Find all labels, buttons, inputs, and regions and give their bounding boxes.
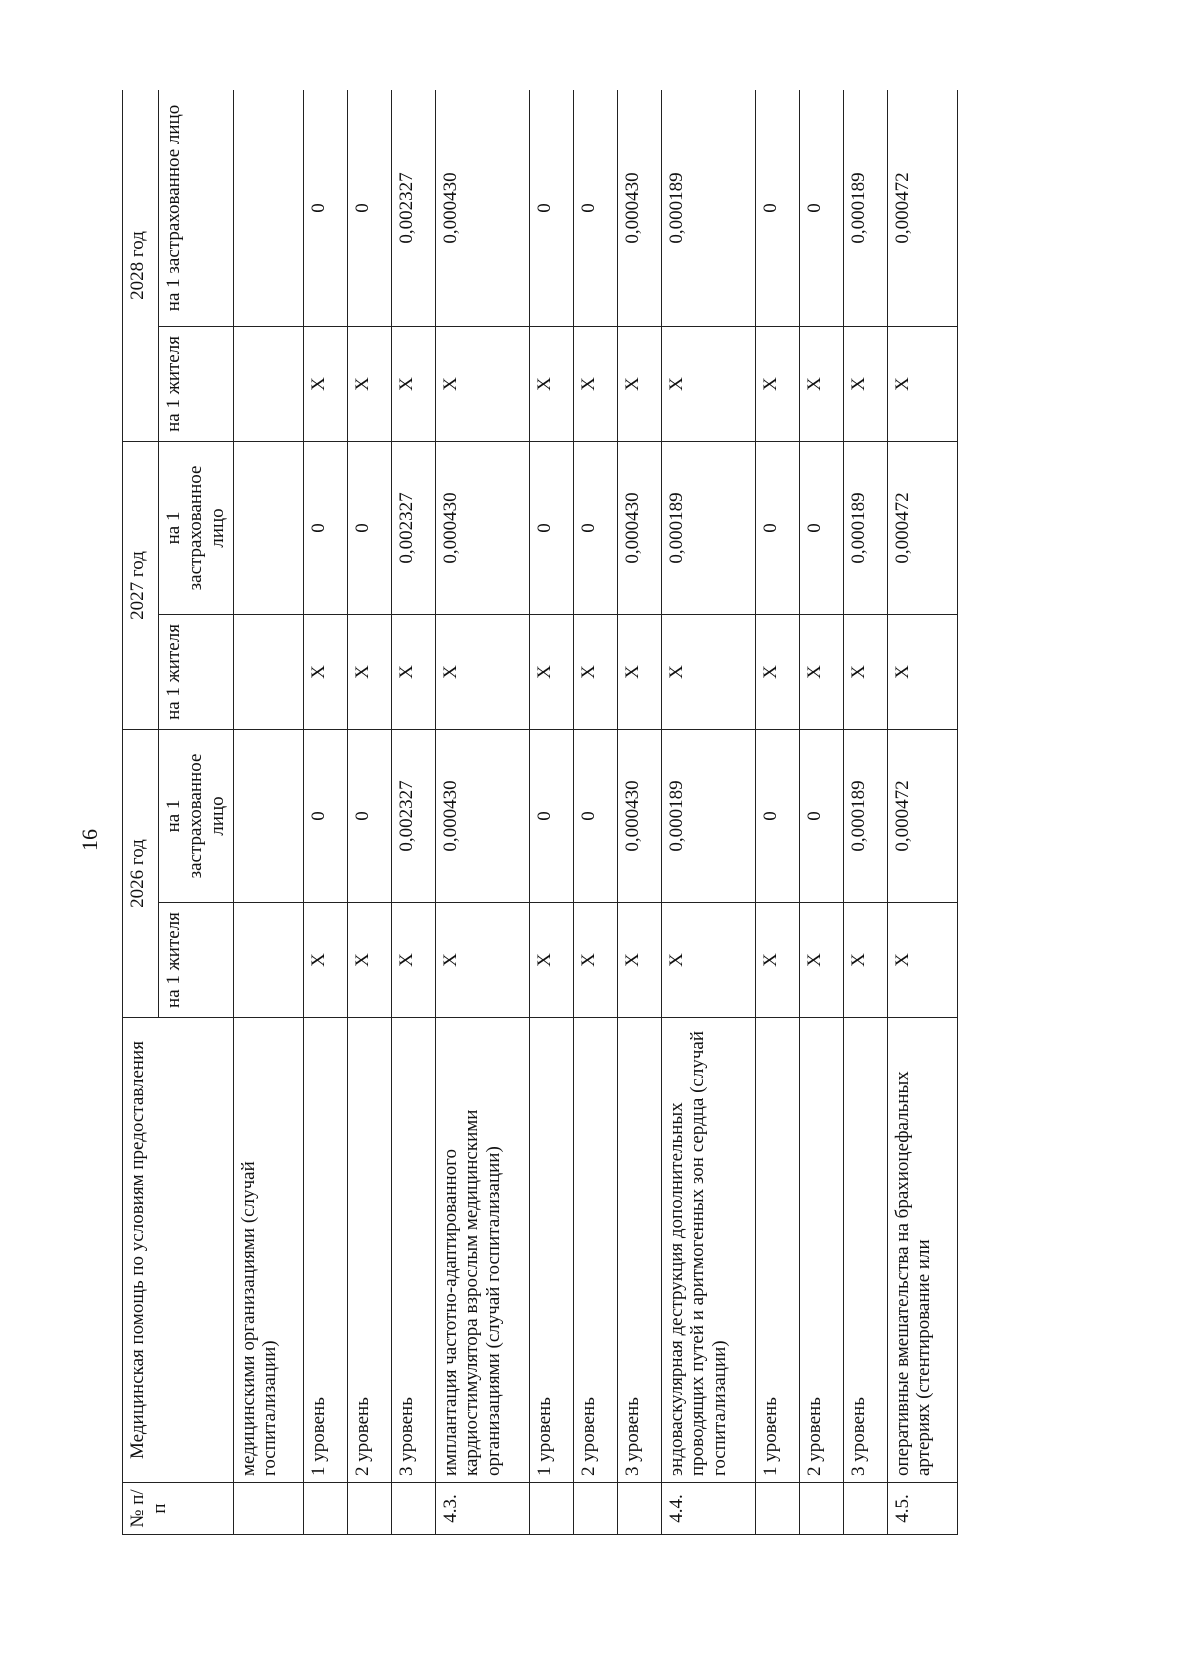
- row-name: 2 уровень: [573, 1018, 617, 1483]
- value-per-resident: X: [303, 903, 347, 1018]
- value-per-insured: 0,000189: [843, 441, 887, 614]
- row-number: [529, 1483, 573, 1535]
- table-row: [529, 90, 573, 1535]
- value-per-resident: X: [843, 326, 887, 441]
- header-year-2028: 2028 год: [123, 90, 159, 441]
- value-per-insured: 0,000189: [843, 729, 887, 902]
- value-per-resident: [233, 614, 303, 729]
- value-per-insured: 0: [529, 90, 573, 326]
- row-name: 1 уровень: [755, 1018, 799, 1483]
- value-per-resident: X: [887, 326, 957, 441]
- subheader-insured: на 1 застрахованное лицо: [159, 441, 234, 614]
- value-per-insured: 0,000430: [617, 441, 661, 614]
- row-name: 3 уровень: [617, 1018, 661, 1483]
- value-per-insured: 0: [303, 441, 347, 614]
- value-per-resident: X: [529, 326, 573, 441]
- value-per-resident: X: [617, 326, 661, 441]
- value-per-resident: X: [887, 903, 957, 1018]
- value-per-insured: 0,002327: [391, 729, 435, 902]
- value-per-insured: 0: [755, 729, 799, 902]
- value-per-resident: X: [347, 614, 391, 729]
- row-name: эндоваскулярная деструкция дополнительных проводящих путей и аритмогенных зон сердца (случай госпитализации): [661, 1018, 755, 1483]
- value-per-resident: X: [303, 614, 347, 729]
- row-number: [843, 1483, 887, 1535]
- row-number: [303, 1483, 347, 1535]
- value-per-resident: X: [887, 614, 957, 729]
- value-per-resident: X: [391, 326, 435, 441]
- header-name: Медицинская помощь по условиям предоставления: [123, 1018, 234, 1483]
- value-per-insured: 0: [799, 441, 843, 614]
- subheader-resident: на 1 жителя: [159, 903, 234, 1018]
- value-per-resident: X: [661, 326, 755, 441]
- value-per-insured: 0: [755, 90, 799, 326]
- value-per-insured: [233, 441, 303, 614]
- row-name: 3 уровень: [391, 1018, 435, 1483]
- value-per-resident: X: [435, 903, 529, 1018]
- row-number: [347, 1483, 391, 1535]
- value-per-insured: 0: [755, 441, 799, 614]
- value-per-insured: 0: [799, 729, 843, 902]
- table-row: [303, 90, 347, 1535]
- value-per-insured: 0: [573, 729, 617, 902]
- table-row: [799, 90, 843, 1535]
- header-num: № п/п: [123, 1483, 234, 1535]
- table-row: [435, 90, 529, 1535]
- value-per-insured: 0: [303, 729, 347, 902]
- value-per-resident: X: [755, 614, 799, 729]
- value-per-resident: X: [617, 614, 661, 729]
- table-sheet: [122, 90, 1027, 1535]
- value-per-resident: [233, 326, 303, 441]
- value-per-insured: 0,000189: [661, 729, 755, 902]
- value-per-insured: [233, 729, 303, 902]
- table-row: [843, 90, 887, 1535]
- value-per-insured: 0: [303, 90, 347, 326]
- value-per-resident: X: [843, 614, 887, 729]
- value-per-resident: X: [843, 903, 887, 1018]
- row-name: имплантация частотно-адаптированного кардиостимулятора взрослым медицинскими организациями (случай госпитализации): [435, 1018, 529, 1483]
- row-name: оперативные вмешательства на брахиоцефальных артериях (стентирование или: [887, 1018, 957, 1483]
- table-row: [661, 90, 755, 1535]
- value-per-insured: 0,000189: [661, 90, 755, 326]
- value-per-resident: X: [799, 326, 843, 441]
- value-per-insured: 0: [799, 90, 843, 326]
- table-row: [887, 90, 957, 1535]
- value-per-resident: X: [391, 903, 435, 1018]
- value-per-insured: 0,000430: [435, 729, 529, 902]
- value-per-resident: X: [755, 326, 799, 441]
- row-number: 4.3.: [435, 1483, 529, 1535]
- rotated-table-container: [122, 90, 1027, 1535]
- table-row: [391, 90, 435, 1535]
- value-per-resident: X: [435, 326, 529, 441]
- value-per-insured: 0,000472: [887, 90, 957, 326]
- table-row: [347, 90, 391, 1535]
- row-number: [799, 1483, 843, 1535]
- row-name: медицинскими организациями (случай госпитализации): [233, 1018, 303, 1483]
- value-per-insured: 0,000472: [887, 441, 957, 614]
- value-per-resident: X: [347, 326, 391, 441]
- row-number: [755, 1483, 799, 1535]
- row-number: [617, 1483, 661, 1535]
- table-row: [233, 90, 303, 1535]
- page-number: 16: [77, 829, 102, 851]
- value-per-resident: X: [617, 903, 661, 1018]
- table-row: [573, 90, 617, 1535]
- row-name: 1 уровень: [303, 1018, 347, 1483]
- row-name: 2 уровень: [799, 1018, 843, 1483]
- value-per-resident: X: [755, 903, 799, 1018]
- value-per-insured: 0: [347, 90, 391, 326]
- subheader-insured: на 1 застрахованное лицо: [159, 90, 234, 326]
- value-per-insured: 0: [573, 90, 617, 326]
- table-row: [617, 90, 661, 1535]
- norms-table: [122, 90, 958, 1535]
- value-per-resident: X: [799, 614, 843, 729]
- value-per-insured: 0,002327: [391, 90, 435, 326]
- value-per-insured: 0: [347, 441, 391, 614]
- subheader-resident: на 1 жителя: [159, 614, 234, 729]
- value-per-resident: X: [303, 326, 347, 441]
- header-year-2027: 2027 год: [123, 441, 159, 729]
- subheader-insured: на 1 застрахованное лицо: [159, 729, 234, 902]
- value-per-insured: 0,000430: [617, 729, 661, 902]
- row-name: 2 уровень: [347, 1018, 391, 1483]
- value-per-insured: 0: [529, 729, 573, 902]
- row-name: 1 уровень: [529, 1018, 573, 1483]
- row-number: 4.5.: [887, 1483, 957, 1535]
- value-per-insured: 0: [529, 441, 573, 614]
- row-number: [391, 1483, 435, 1535]
- value-per-insured: [233, 90, 303, 326]
- value-per-resident: X: [573, 326, 617, 441]
- value-per-resident: X: [347, 903, 391, 1018]
- row-number: [573, 1483, 617, 1535]
- value-per-resident: [233, 903, 303, 1018]
- value-per-insured: 0: [347, 729, 391, 902]
- row-number: 4.4.: [661, 1483, 755, 1535]
- row-number: [233, 1483, 303, 1535]
- value-per-resident: X: [573, 614, 617, 729]
- value-per-insured: 0: [573, 441, 617, 614]
- value-per-insured: 0,000430: [617, 90, 661, 326]
- value-per-insured: 0,000189: [843, 90, 887, 326]
- value-per-resident: X: [799, 903, 843, 1018]
- row-name: 3 уровень: [843, 1018, 887, 1483]
- table-row: [755, 90, 799, 1535]
- value-per-insured: 0,000472: [887, 729, 957, 902]
- value-per-insured: 0,000189: [661, 441, 755, 614]
- value-per-resident: X: [391, 614, 435, 729]
- value-per-insured: 0,002327: [391, 441, 435, 614]
- value-per-resident: X: [661, 614, 755, 729]
- value-per-resident: X: [529, 903, 573, 1018]
- value-per-resident: X: [529, 614, 573, 729]
- value-per-insured: 0,000430: [435, 90, 529, 326]
- value-per-insured: 0,000430: [435, 441, 529, 614]
- subheader-resident: на 1 жителя: [159, 326, 234, 441]
- value-per-resident: X: [435, 614, 529, 729]
- value-per-resident: X: [573, 903, 617, 1018]
- value-per-resident: X: [661, 903, 755, 1018]
- header-year-2026: 2026 год: [123, 729, 159, 1017]
